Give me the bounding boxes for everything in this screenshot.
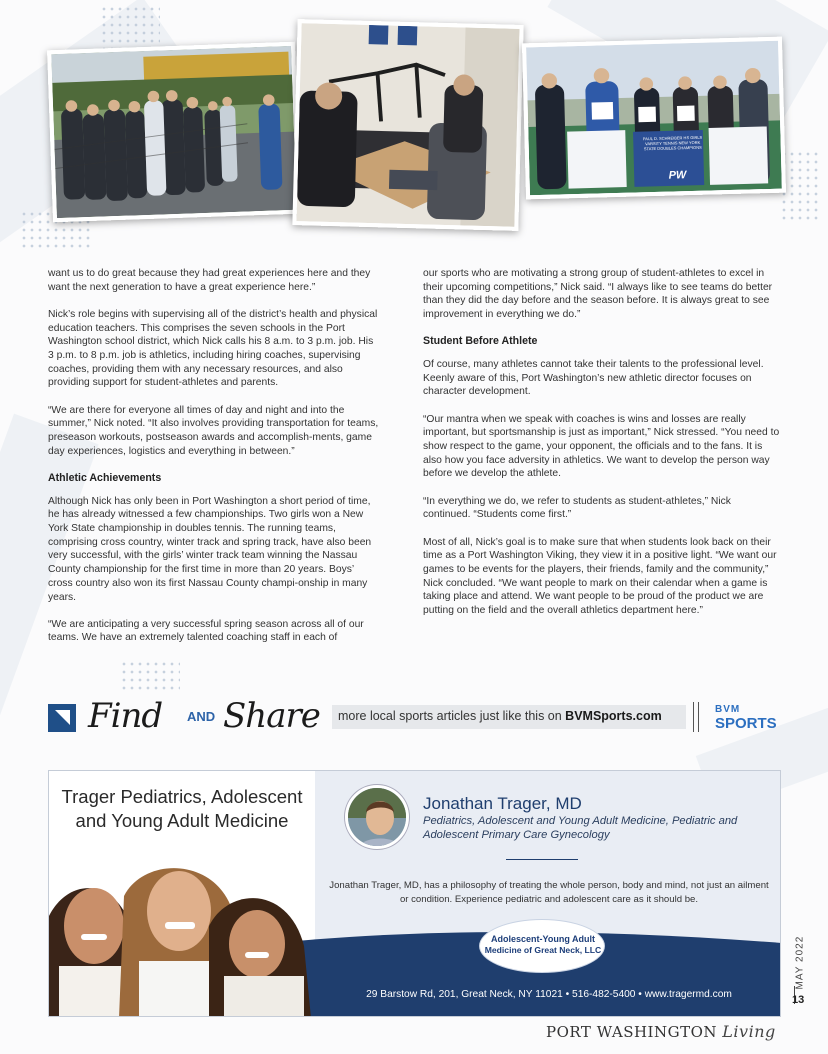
brand-script: Living: [722, 1022, 776, 1041]
page-number: 13: [792, 994, 805, 1006]
photo-team-outdoors: [47, 42, 301, 223]
issue-month-text: MAY 2022: [794, 935, 806, 990]
article-paragraph: Of course, many athletes cannot take their talents to the professional level. Keenly aware of this, Port Washington’s new athletic director focuses on character development.: [423, 359, 764, 398]
article-paragraph: want us to do great because they had great experiences here and they want the next generation to have a great experience here.”: [48, 268, 371, 293]
ad-rule: [506, 859, 578, 860]
doctor-name: Jonathan Trager, MD: [423, 794, 582, 813]
photo-radio-booth: [292, 19, 523, 231]
section-heading: Student Before Athlete: [423, 335, 538, 348]
ad-girls-photo: [49, 856, 319, 1017]
doctor-specialties: Pediatrics, Adolescent and Young Adult Medicine, Pediatric and Adolescent Primary Care Gynecology: [423, 815, 738, 841]
trager-advertisement[interactable]: [48, 770, 781, 1017]
article-paragraph: “We are there for everyone all times of day and night and into the summer,” Nick noted. “It also involves providing transportation for teams, preseason workouts, postseason awards and accomplish-ments, game day experiences, logistics and everything in between.”: [48, 404, 379, 457]
photo-banner-text: PAUL D. SCHREIBER HS GIRLS VARSITY TENNIS NEW YORK STATE DOUBLES CHAMPIONS: [642, 134, 703, 152]
article-paragraph: “In everything we do, we refer to students as student-athletes,” Nick continued. “Students come first.”: [423, 495, 731, 521]
bvm-logo-top: BVM: [715, 704, 741, 715]
promo-text: [338, 709, 662, 723]
article-paragraph: “Our mantra when we speak with coaches is wins and losses are really important, but sportsmanship is just as important,” Nick stressed. “You need to show respect to the game, your opponent, the officials and to the fans. It is also how you face adversity in athletics. We want to develop the person way before we develop the athlete.: [423, 413, 780, 480]
magazine-brand: [546, 1022, 776, 1041]
practice-logo-line1: Adolescent-Young Adult: [491, 934, 595, 944]
find-and-share-banner[interactable]: [48, 698, 786, 738]
article-paragraph: Most of all, Nick’s goal is to make sure that when students look back on their time as a Port Washington Viking, they view it in a positive light. “We want our games to be events for the players, their friends, family and the community,” Nick concluded. “We want people to mark on their calendar when a game is taking place and attend. We want people to be proud of the product we are putting on the field and the overall athletics department here.”: [423, 536, 777, 617]
promo-prefix: more local sports articles just like this on: [338, 709, 566, 723]
ad-title: Trager Pediatrics, Adolescent and Young Adult Medicine: [61, 786, 303, 831]
ad-contact-line[interactable]: 29 Barstow Rd, 201, Great Neck, NY 11021 • 516-482-5400 • www.tragermd.com: [366, 989, 732, 1000]
share-word: Share: [223, 696, 320, 736]
flag-icon: [48, 704, 76, 732]
find-word: Find: [88, 696, 163, 736]
photo-banner-logo: PW: [668, 169, 687, 182]
article-paragraph: “We are anticipating a very successful spring season across all of our teams. We have an extremely talented coaching staff in each of: [48, 618, 364, 644]
section-heading: Athletic Achievements: [48, 471, 162, 484]
divider: [693, 702, 699, 732]
bvm-logo-bottom: SPORTS: [715, 715, 777, 732]
bg-dots: [780, 150, 820, 220]
article-paragraph: our sports who are motivating a strong group of student-athletes to excel in their upcoming competitions,” Nick said. “I always like to see teams do better than they did the day before and the season before. It is always great to see improvement in everything we do.”: [423, 268, 773, 321]
brand-main: PORT WASHINGTON: [546, 1023, 718, 1041]
issue-month: [790, 918, 806, 988]
and-word: AND: [187, 709, 216, 724]
doctor-avatar: [345, 785, 409, 849]
practice-logo-line2: Medicine of Great Neck, LLC: [484, 945, 602, 955]
ad-philosophy: Jonathan Trager, MD, has a philosophy of treating the whole person, body and mind, not just an ailment or condition. Experience pediatric and adolescent care as it should be.: [329, 880, 769, 905]
bg-dots: [120, 660, 180, 690]
article-paragraph: Nick’s role begins with supervising all of the district’s health and physical education teachers. This comprises the seven schools in the Port Washington school district, which Nick calls his 8 a.m. to 3 p.m. job. His 3 p.m. to 8 p.m. job is athletics, including hiring coaches, supervising coaches, providing them with any necessary resources, and also providing support for student-athletes and parents.: [48, 308, 378, 389]
photo-tennis-champions: [522, 37, 786, 200]
practice-logo: [479, 919, 605, 973]
promo-site-link[interactable]: BVMSports.com: [565, 709, 662, 723]
article-right-column: [423, 267, 781, 631]
article-left-column: [48, 267, 380, 659]
article-paragraph: Although Nick has only been in Port Washington a short period of time, he has already witnessed a few championships. Two girls won a New York State championship in doubles tennis. The running teams, comprising cross country, winter track and spring track, have also been very successful, with the girls’ winter track team winning the Nassau County championship for the first time in more than 20 years. Boys’ cross country also won its first Nassau County champi-onship in many years.: [48, 495, 372, 603]
